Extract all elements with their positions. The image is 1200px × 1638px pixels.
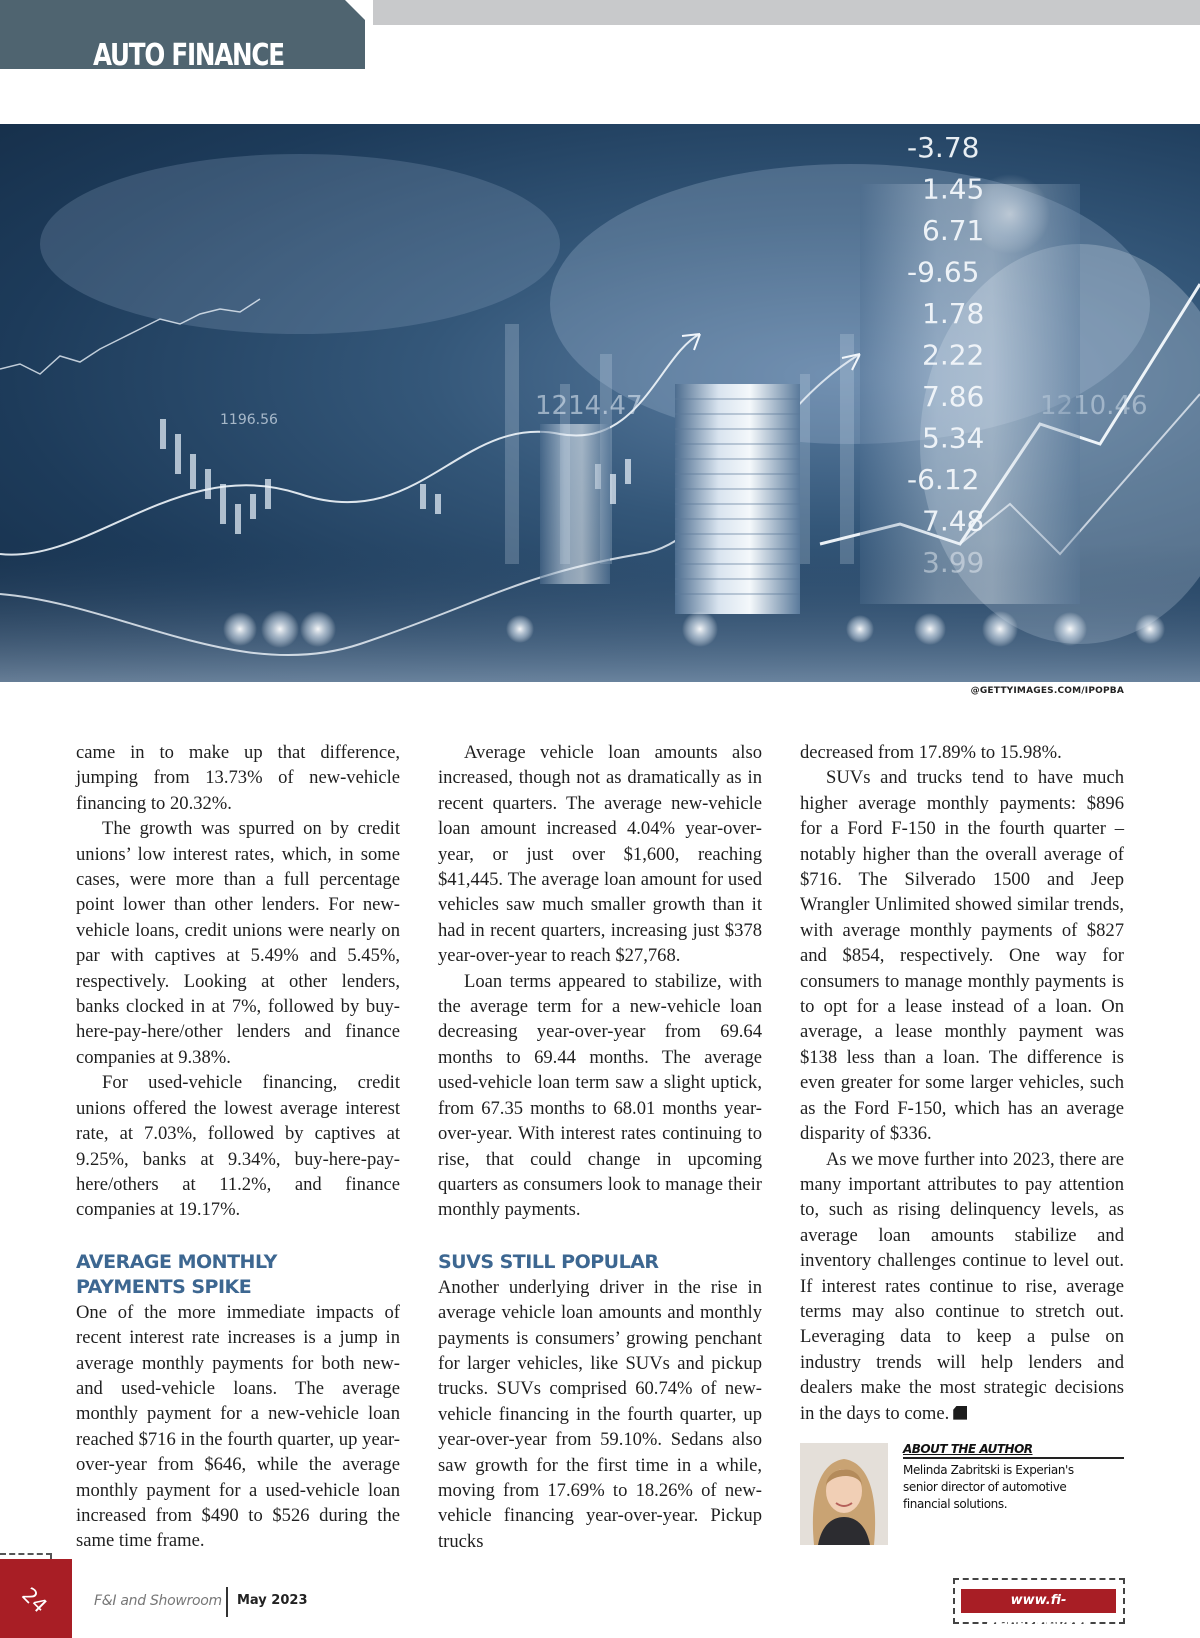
paragraph: came in to make up that difference, jumping from 13.73% of new-vehicle financing to 20.32%. bbox=[76, 742, 400, 814]
header-bar bbox=[370, 0, 1200, 25]
svg-text:1196.56: 1196.56 bbox=[220, 412, 278, 428]
article-column-3 bbox=[800, 740, 1124, 1426]
author-bio-line: Melinda Zabritski is Experian's bbox=[903, 1463, 1074, 1477]
ticker-value: -6.12 bbox=[907, 463, 980, 496]
paragraph: One of the more immediate impacts of recent interest rate increases is a jump in average monthly payments for both new- and used-vehicle loans. The average monthly payment for a new-vehicle loan reached $716 in the fourth quarter, up year-over-year from $646, while the average monthly payment for a used-vehicle loan increased from $490 to $526 during the same time frame. bbox=[76, 1301, 400, 1552]
about-author-heading: ABOUT THE AUTHOR bbox=[903, 1442, 1124, 1459]
subheading-monthly-payments bbox=[76, 1250, 400, 1300]
paragraph: Average vehicle loan amounts also increased, though not as dramatically as in recent quarters. The average new-vehicle loan amount increased 4.04% year-over-year, or just over $1,600, reaching $41,445. The average loan amount for used vehicles saw much smaller growth than it had in recent quarters, increasing just $378 year-over-year to reach $27,768. bbox=[438, 742, 762, 967]
ticker-value: 2.22 bbox=[922, 338, 985, 372]
section-tab-notch bbox=[345, 0, 373, 28]
author-photo bbox=[800, 1443, 888, 1545]
paragraph bbox=[800, 1147, 1124, 1426]
ticker-value: 3.99 bbox=[922, 546, 985, 579]
article-column-1 bbox=[76, 740, 400, 1554]
hero-image bbox=[0, 124, 1200, 682]
article-column-2 bbox=[438, 740, 762, 1554]
ticker-value: 5.34 bbox=[922, 421, 985, 455]
photo-credit: @GETTYIMAGES.COM/IPOPBA bbox=[970, 686, 1124, 696]
paragraph: decreased from 17.89% to 15.98%. bbox=[800, 742, 1062, 763]
paragraph: Another underlying driver in the rise in average vehicle loan amounts and monthly payments is consumers’ growing penchant for larger vehicles, like SUVs and pickup trucks. SUVs comprised 60.74% of new-vehicle financing in the fourth quarter, up year-over-year from 59.10%. Sedans also saw growth for the first time in a while, moving from 17.69% to 18.26% of new-vehicle financing year-over-year. Pickup trucks bbox=[438, 1276, 762, 1552]
author-portrait-icon bbox=[800, 1443, 888, 1545]
ticker-value: 6.71 bbox=[922, 214, 985, 247]
ticker-value: 1.78 bbox=[922, 297, 985, 330]
paragraph: SUVs and trucks tend to have much higher average monthly payments: $896 for a Ford F-150 in the fourth quarter – notably higher than the overall average of $716. The Silverado 1500 and Jeep Wrangler Unlimited showed similar trends, with average monthly payments of $827 and $854, respectively. One way for consumers to manage monthly payments is to opt for a lease instead of a loan. On average, a lease monthly payment was $138 less than a loan. The difference is even greater for some larger vehicles, such as the Ford F-150, which has an average disparity of $336. bbox=[800, 767, 1124, 1145]
subheading-suvs: SUVS STILL POPULAR bbox=[438, 1250, 659, 1273]
paragraph: Loan terms appeared to stabilize, with the average term for a new-vehicle loan decreasing year-over-year from 69.64 months to 69.44 months. The average used-vehicle loan term saw a slight uptick, from 67.35 months to 68.01 months year-over-year. With interest rates continuing to rise, that could change in upcoming quarters as consumers look to manage their monthly payments. bbox=[438, 970, 762, 1221]
author-bio-line: senior director of automotive bbox=[903, 1480, 1067, 1494]
ticker-value: -3.78 bbox=[907, 131, 980, 164]
website-link[interactable]: www.fi-magazine.com bbox=[961, 1589, 1116, 1613]
section-title: AUTO FINANCE bbox=[93, 38, 284, 73]
subheading-line: PAYMENTS SPIKE bbox=[76, 1275, 252, 1298]
finance-illustration bbox=[0, 124, 1200, 682]
paragraph: The growth was spurred on by credit unions’ low interest rates, which, in some cases, were more than a full percentage point lower than other lenders. For new-vehicle loans, credit unions were nearly on par with captives at 5.49% and 5.45%, respectively. Looking at other lenders, banks clocked in at 7%, followed by buy-here-pay-here/other lenders and finance companies at 9.38%. bbox=[76, 818, 400, 1068]
footer-divider bbox=[226, 1587, 228, 1617]
svg-text:1214.47: 1214.47 bbox=[535, 391, 643, 421]
ticker-value: -9.65 bbox=[907, 255, 980, 289]
end-of-article-icon bbox=[953, 1406, 967, 1420]
ticker-value: 1.45 bbox=[922, 172, 985, 206]
issue-date: May 2023 bbox=[237, 1593, 308, 1608]
author-bio-line: financial solutions. bbox=[903, 1497, 1008, 1511]
svg-text:1210.46: 1210.46 bbox=[1040, 391, 1148, 421]
author-bio bbox=[903, 1462, 1103, 1513]
ticker-value: 7.48 bbox=[922, 504, 985, 538]
publication-name: F&I and Showroom bbox=[94, 1593, 222, 1609]
paragraph-text: As we move further into 2023, there are many important attributes to pay attention to, such as rising delinquency levels, as average loan amounts stabilize and inventory challenges continue to level out. If interest rates continue to rise, average terms may also continue to stretch out. Leveraging data to keep a pulse on industry trends will help lenders and dealers make the most strategic decisions in the days to come. bbox=[800, 1148, 1124, 1424]
subheading-line: AVERAGE MONTHLY bbox=[76, 1250, 277, 1273]
page-number: 24 bbox=[17, 1582, 53, 1618]
ticker-value: 7.86 bbox=[922, 380, 985, 413]
paragraph: For used-vehicle financing, credit unions offered the lowest average interest rate, at 7.03%, followed by captives at 9.25%, banks at 9.34%, buy-here-pay-here/others at 11.2%, and finance companies at 19.17%. bbox=[76, 1072, 400, 1221]
